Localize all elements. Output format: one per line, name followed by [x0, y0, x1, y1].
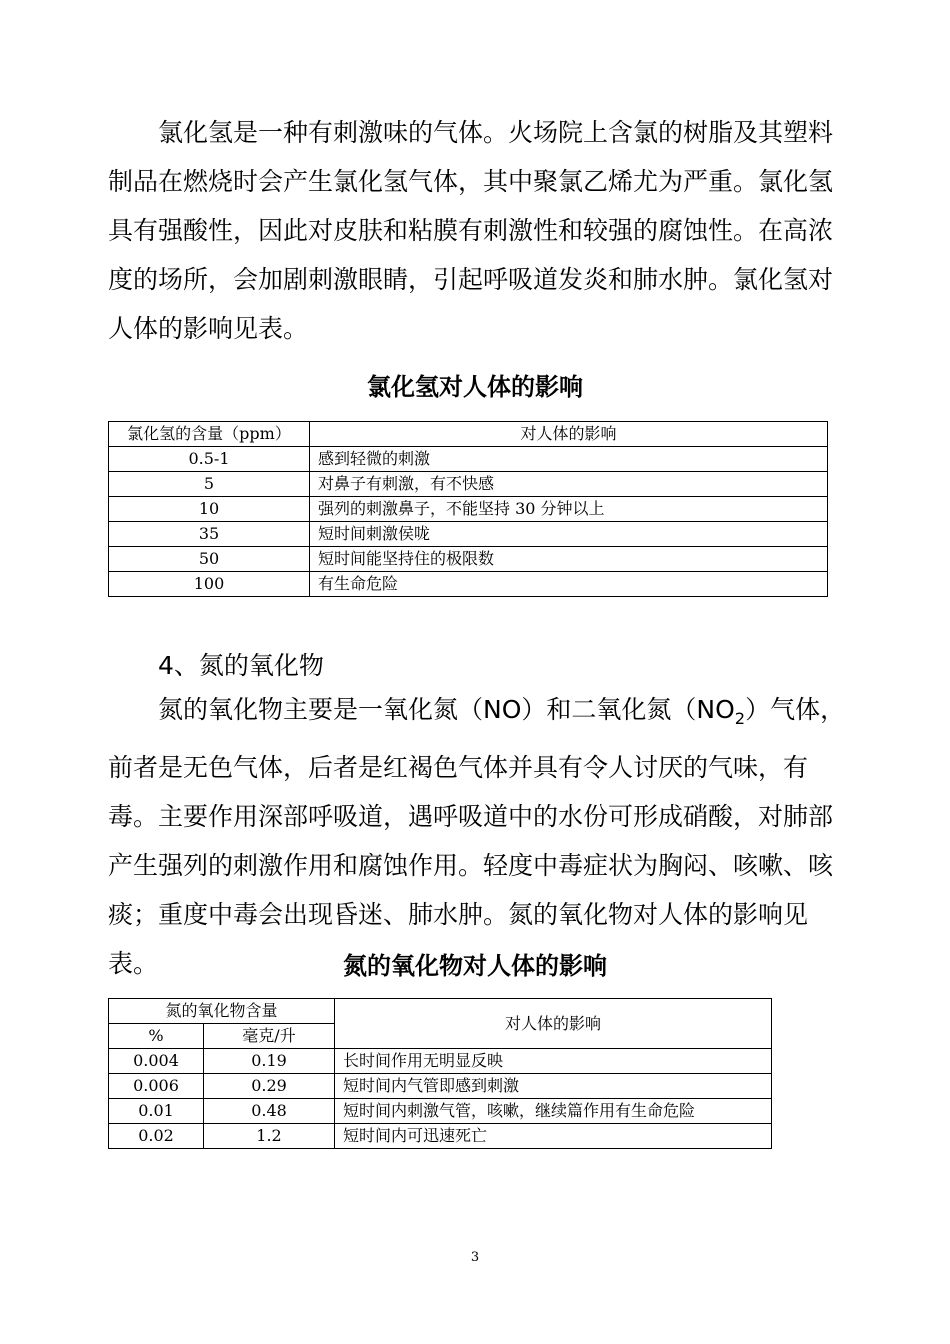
table-cell: 0.01 [109, 1099, 204, 1124]
table-row [109, 1124, 772, 1149]
table-cell: 0.02 [109, 1124, 204, 1149]
table-header-row [109, 422, 828, 447]
hcl-table-title: 氯化氢对人体的影响 [367, 373, 583, 401]
table-header-cell: 对人体的影响 [335, 999, 772, 1049]
table-cell: 短时间内可迅速死亡 [335, 1124, 772, 1149]
table-cell: 强列的刺激鼻子，不能坚持 30 分钟以上 [310, 497, 828, 522]
table-row [109, 1074, 772, 1099]
subscript-2: 2 [734, 709, 746, 728]
table-row [109, 472, 828, 497]
table-header-cell: 对人体的影响 [310, 422, 828, 447]
table-cell: 长时间作用无明显反映 [335, 1049, 772, 1074]
nox-table-title: 氮的氧化物对人体的影响 [343, 952, 607, 980]
table-group-header: 氮的氧化物含量 [109, 999, 335, 1024]
table-row [109, 1049, 772, 1074]
table-cell: 100 [109, 572, 310, 597]
table-row [109, 572, 828, 597]
table-cell: 感到轻微的刺激 [310, 447, 828, 472]
table-cell: 0.004 [109, 1049, 204, 1074]
page-number: 3 [470, 1250, 480, 1265]
table-cell: 0.29 [204, 1074, 335, 1099]
table-row [109, 522, 828, 547]
table-cell: 0.19 [204, 1049, 335, 1074]
nox-paragraph [108, 685, 848, 988]
hcl-effects-table [108, 421, 828, 597]
table-cell: 10 [109, 497, 310, 522]
table-row [109, 447, 828, 472]
nox-effects-table [108, 998, 772, 1149]
table-cell: 有生命危险 [310, 572, 828, 597]
table-header-cell: % [109, 1024, 204, 1049]
table-cell: 1.2 [204, 1124, 335, 1149]
table-header-cell: 氯化氢的含量（ppm） [109, 422, 310, 447]
table-cell: 短时间内刺激气管，咳嗽，继续篇作用有生命危险 [335, 1099, 772, 1124]
table-row [109, 547, 828, 572]
table-cell: 短时间内气管即感到刺激 [335, 1074, 772, 1099]
nox-paragraph-part2: ）气体，前者是无色气体，后者是红褐色气体并具有令人讨厌的气味，有毒。主要作用深部呼吸道，遇呼吸道中的水份可形成硝酸，对肺部产生强列的刺激作用和腐蚀作用。轻度中毒症状为胸闷、咳嗽、咳痰；重度中毒会出现昏迷、肺水肿。氮的氧化物对人体的影响见表。 [108, 695, 846, 978]
table-cell: 35 [109, 522, 310, 547]
table-cell: 50 [109, 547, 310, 572]
table-cell: 短时间能坚持住的极限数 [310, 547, 828, 572]
section-heading: 4、氮的氧化物 [158, 651, 324, 680]
table-row [109, 497, 828, 522]
table-cell: 短时间刺激侯咙 [310, 522, 828, 547]
nox-paragraph-part1: 氮的氧化物主要是一氧化氮（NO）和二氧化氮（NO [158, 695, 735, 724]
table-cell: 5 [109, 472, 310, 497]
table-cell: 0.5-1 [109, 447, 310, 472]
table-cell: 0.48 [204, 1099, 335, 1124]
table-row [109, 1099, 772, 1124]
table-header-cell: 毫克/升 [204, 1024, 335, 1049]
table-cell: 0.006 [109, 1074, 204, 1099]
hcl-paragraph: 氯化氢是一种有刺激味的气体。火场院上含氯的树脂及其塑料制品在燃烧时会产生氯化氢气体，其中聚氯乙烯尤为严重。氯化氢具有强酸性，因此对皮肤和粘膜有刺激性和较强的腐蚀性。在高浓度的场所，会加剧刺激眼睛，引起呼吸道发炎和肺水肿。氯化氢对人体的影响见表。 [108, 118, 834, 343]
table-header-row [109, 999, 772, 1024]
table-cell: 对鼻子有刺激，有不快感 [310, 472, 828, 497]
